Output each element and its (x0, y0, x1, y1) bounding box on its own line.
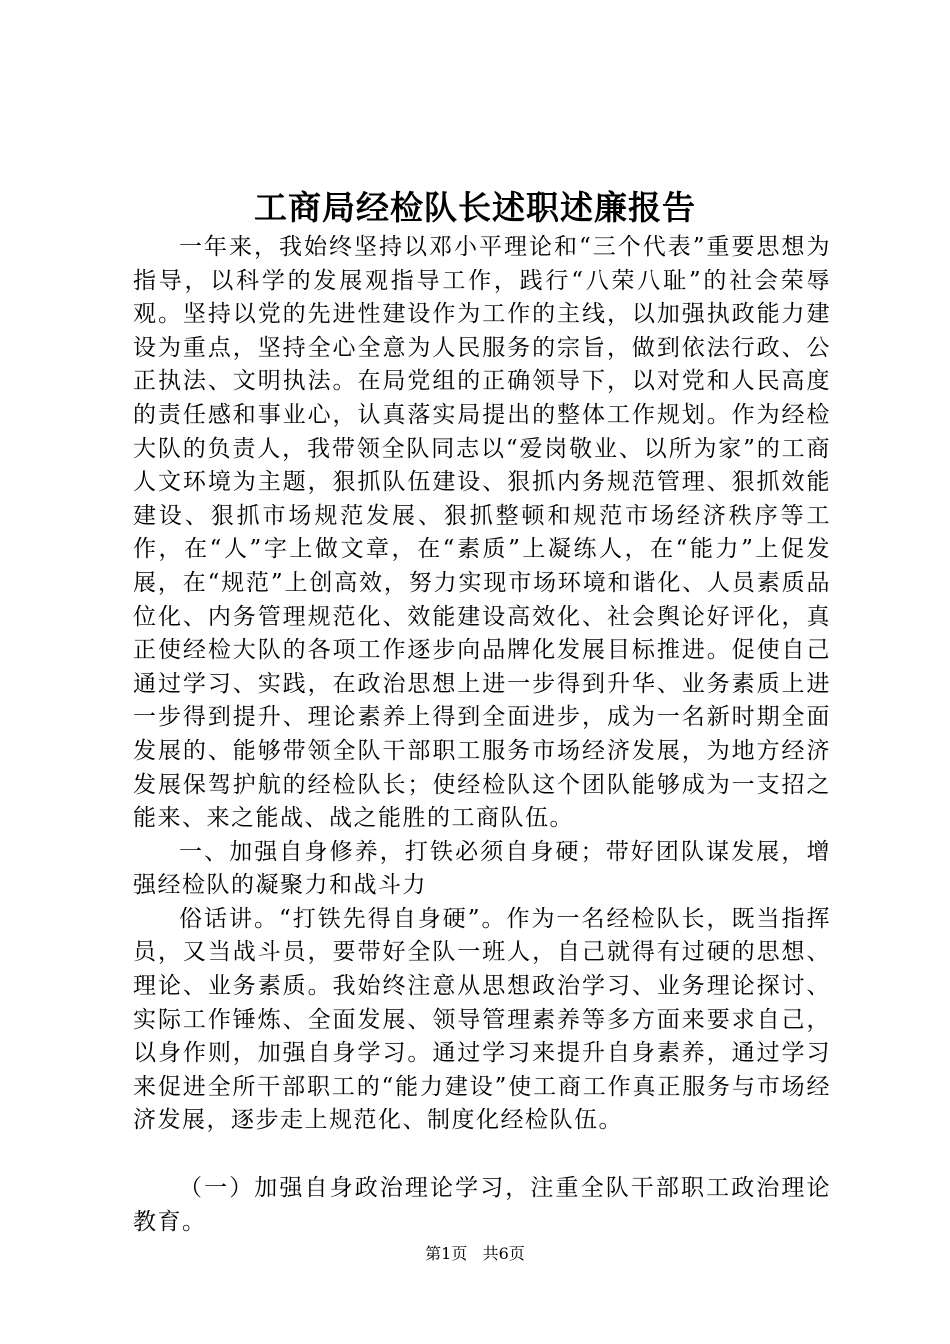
total-pages: 共6页 (482, 1244, 525, 1263)
document-title: 工商局经检队长述职述廉报告 (254, 188, 696, 227)
footer-separator (472, 1244, 477, 1263)
section-heading-1: 一、加强自身修养，打铁必须自身硬；带好团队谋发展，增强经检队的凝聚力和战斗力 (133, 838, 831, 899)
subsection-heading-1: （一）加强自身政治理论学习，注重全队干部职工政治理论教育。 (133, 1175, 831, 1235)
page-footer (0, 1243, 950, 1265)
document-body (133, 231, 831, 1239)
body-paragraph-intro: 一年来，我始终坚持以邓小平理论和“三个代表”重要思想为指导，以科学的发展观指导工作，践行“八荣八耻”的社会荣辱观。坚持以党的先进性建设作为工作的主线，以加强执政能力建设为重点，坚持全心全意为人民服务的宗旨，做到依法行政、公正执法、文明执法。在局党组的正确领导下，以对党和人民高度的责任感和事业心，认真落实局提出的整体工作规划。作为经检大队的负责人，我带领全队同志以“爱岗敬业、以所为家”的工商人文环境为主题，狠抓队伍建设、狠抓内务规范管理、狠抓效能建设、狠抓市场规范发展、狠抓整顿和规范市场经济秩序等工作，在“人”字上做文章，在“素质”上凝练人，在“能力”上促发展，在“规范”上创高效，努力实现市场环境和谐化、人员素质品位化、内务管理规范化、效能建设高效化、社会舆论好评化，真正使经检大队的各项工作逐步向品牌化发展目标推进。促使自己通过学习、实践，在政治思想上进一步得到升华、业务素质上进一步得到提升、理论素养上得到全面进步，成为一名新时期全面发展的、能够带领全队干部职工服务市场经济发展，为地方经济发展保驾护航的经检队长；使经检队这个团队能够成为一支招之能来、来之能战、战之能胜的工商队伍。 (133, 234, 831, 832)
page-number: 第1页 (425, 1244, 468, 1263)
body-paragraph-section-1: 俗话讲。“打铁先得自身硬”。作为一名经检队长，既当指挥员，又当战斗员，要带好全队一班人，自己就得有过硬的思想、理论、业务素质。我始终注意从思想政治学习、业务理论探讨、实际工作锤炼、全面发展、领导管理素养等多方面来要求自己，以身作则，加强自身学习。通过学习来提升自身素养，通过学习来促进全所干部职工的“能力建设”使工商工作真正服务与市场经济发展，逐步走上规范化、制度化经检队伍。 (133, 905, 831, 1134)
paragraph-spacer (133, 1138, 831, 1172)
